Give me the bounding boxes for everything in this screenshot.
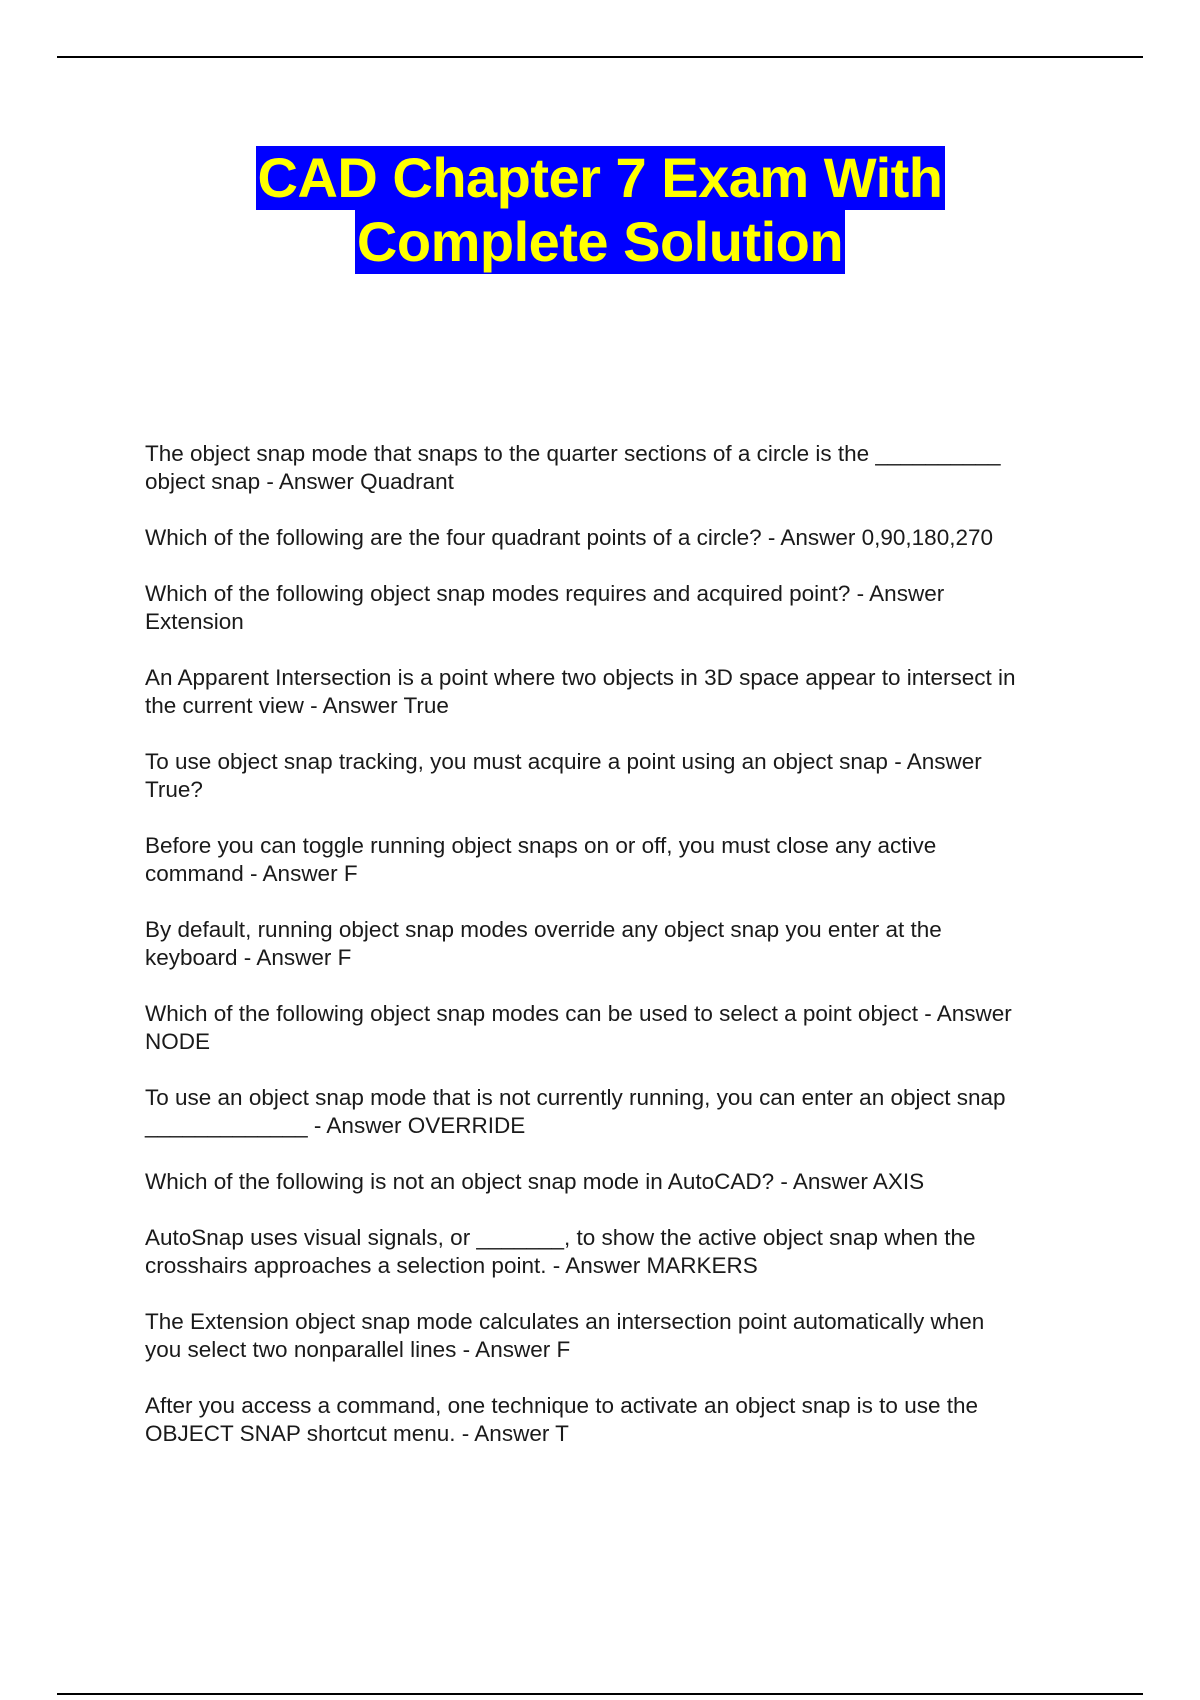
qa-item: To use an object snap mode that is not currently running, you can enter an object snap _____________ - Answer OVERRIDE <box>145 1085 1006 1138</box>
title-line-1: CAD Chapter 7 Exam With <box>257 146 943 209</box>
footer-rule <box>57 1693 1143 1695</box>
qa-item: An Apparent Intersection is a point where two objects in 3D space appear to intersect in the current view - Answer True <box>145 665 1016 718</box>
qa-item: AutoSnap uses visual signals, or _______, to show the active object snap when the crosshairs approaches a selection point. - Answer MARKERS <box>145 1225 976 1278</box>
qa-item: By default, running object snap modes override any object snap you enter at the keyboard - Answer F <box>145 917 942 970</box>
qa-item: After you access a command, one technique to activate an object snap is to use the OBJECT SNAP shortcut menu. - Answer T <box>145 1393 978 1446</box>
qa-item: To use object snap tracking, you must acquire a point using an object snap - Answer True? <box>145 749 982 802</box>
qa-item: Which of the following object snap modes can be used to select a point object - Answer NODE <box>145 1001 1012 1054</box>
qa-item: The Extension object snap mode calculates an intersection point automatically when you select two nonparallel lines - Answer F <box>145 1309 985 1362</box>
qa-item: The object snap mode that snaps to the quarter sections of a circle is the __________ object snap - Answer Quadrant <box>145 441 1001 494</box>
qa-item: Before you can toggle running object snaps on or off, you must close any active command - Answer F <box>145 833 937 886</box>
header-rule <box>57 56 1143 58</box>
qa-item: Which of the following are the four quadrant points of a circle? - Answer 0,90,180,270 <box>145 525 994 550</box>
qa-item: Which of the following object snap modes requires and acquired point? - Answer Extension <box>145 581 945 634</box>
question-answer-list <box>145 440 1095 1476</box>
document-title <box>0 146 1200 274</box>
qa-item: Which of the following is not an object snap mode in AutoCAD? - Answer AXIS <box>145 1169 925 1194</box>
title-line-2: Complete Solution <box>356 210 844 273</box>
